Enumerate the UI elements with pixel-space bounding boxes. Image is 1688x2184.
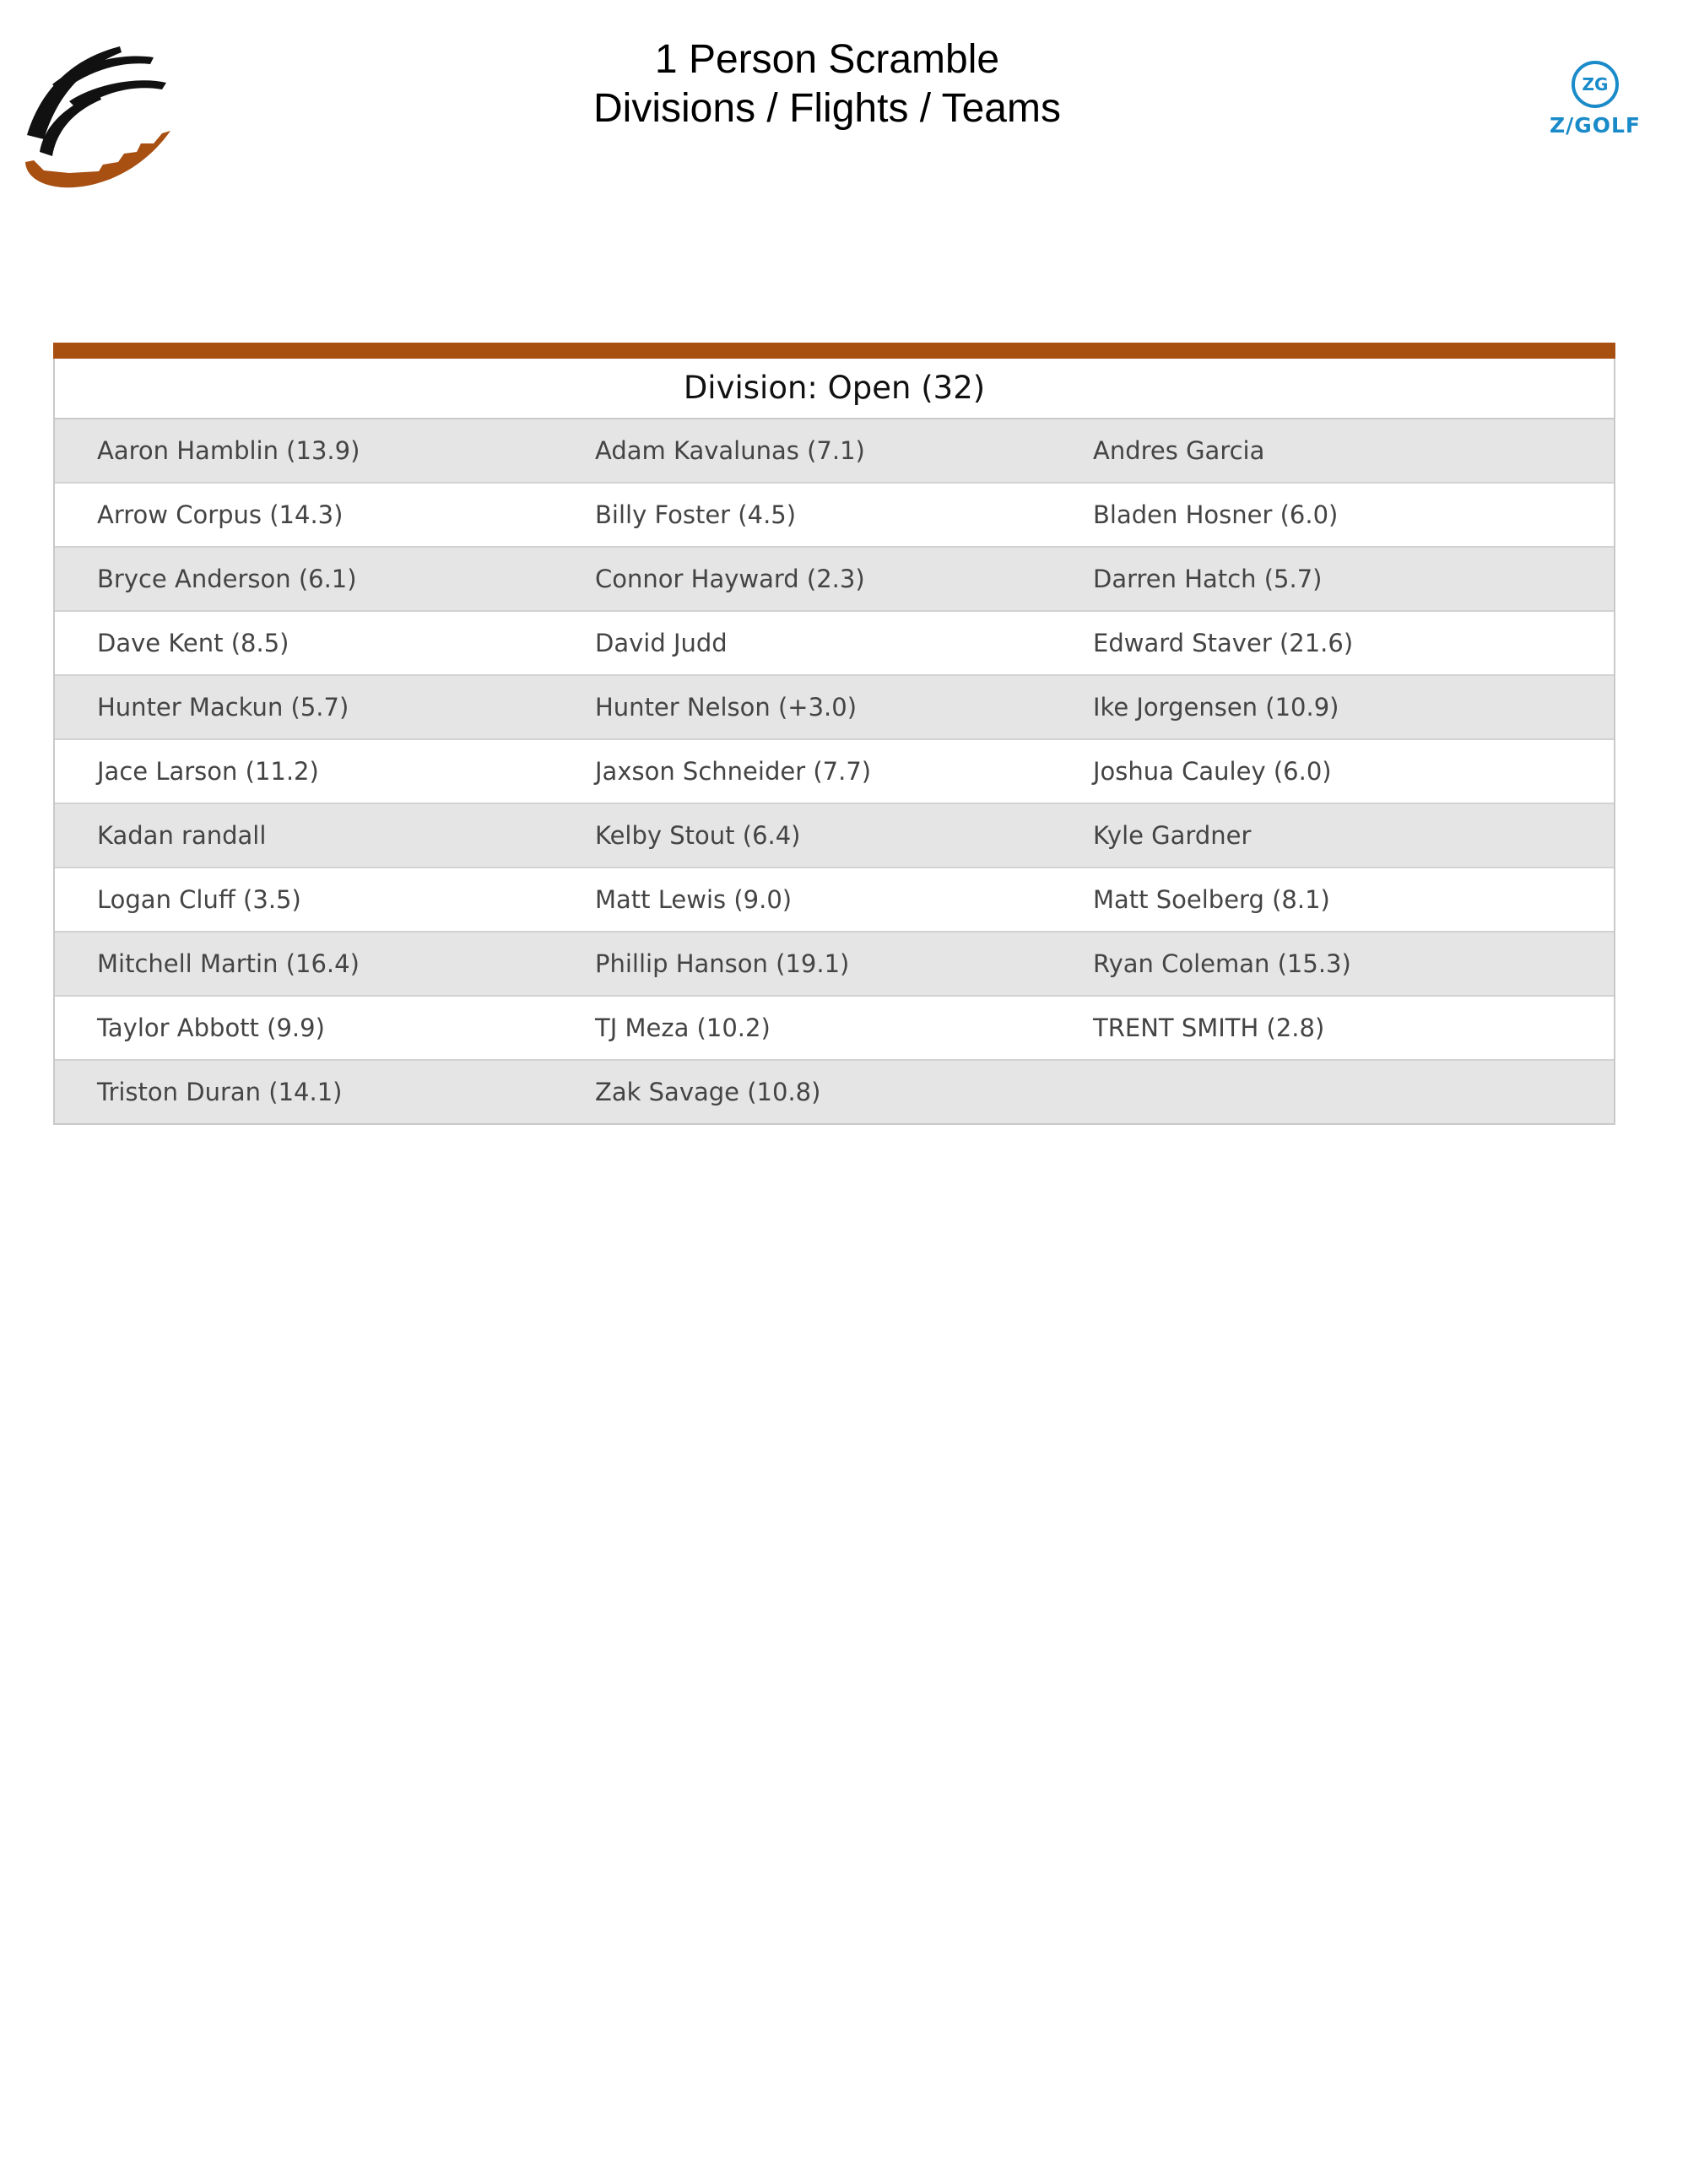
zgolf-logo-icon [1570,59,1620,110]
player-cell [1051,1061,1614,1123]
player-cell: Matt Lewis (9.0) [595,885,793,914]
zgolf-logo [1545,59,1646,143]
table-row [55,419,1614,484]
player-cell: Hunter Nelson (+3.0) [595,693,858,722]
table-row [55,740,1614,804]
title-line-1: 1 Person Scramble [654,37,1000,82]
table-row [55,1061,1614,1123]
page-header [0,0,1688,203]
table-row [55,612,1614,676]
division-accent-bar [53,343,1615,359]
table-row [55,484,1614,548]
player-cell: David Judd [595,629,728,657]
player-cell: Billy Foster (4.5) [595,500,797,529]
player-cell: Kyle Gardner [1093,821,1252,850]
player-cell: Andres Garcia [1093,436,1265,465]
zgolf-logo-text: Z/GOLF [1549,113,1642,138]
player-cell: Logan Cluff (3.5) [97,885,301,914]
table-row [55,997,1614,1061]
player-cell: Jace Larson (11.2) [97,757,319,786]
player-cell: Mitchell Martin (16.4) [97,949,360,978]
player-cell: Dave Kent (8.5) [97,629,289,657]
player-cell: Hunter Mackun (5.7) [97,693,349,722]
player-cell: Triston Duran (14.1) [97,1078,343,1106]
player-cell: Kelby Stout (6.4) [595,821,801,850]
club-crest-logo-icon [19,34,179,194]
player-cell: Darren Hatch (5.7) [1093,565,1323,593]
player-cell: Joshua Cauley (6.0) [1093,757,1332,786]
player-cell: TRENT SMITH (2.8) [1093,1014,1325,1042]
table-row [55,933,1614,997]
player-cell: Adam Kavalunas (7.1) [595,436,865,465]
title-line-2: Divisions / Flights / Teams [593,86,1061,131]
table-row [55,676,1614,740]
player-cell: Phillip Hanson (19.1) [595,949,850,978]
player-cell: Arrow Corpus (14.3) [97,500,344,529]
division-table [53,343,1615,1125]
player-cell: Bladen Hosner (6.0) [1093,500,1339,529]
table-row [55,804,1614,868]
table-row [55,548,1614,612]
page-title [422,35,1232,133]
division-title: Division: Open (32) [55,359,1614,419]
player-cell: Kadan randall [97,821,267,850]
player-cell: Connor Hayward (2.3) [595,565,865,593]
player-cell: Edward Staver (21.6) [1093,629,1354,657]
player-cell: Zak Savage (10.8) [595,1078,821,1106]
table-row [55,868,1614,933]
player-cell: Jaxson Schneider (7.7) [595,757,872,786]
svg-text:ZG: ZG [1582,74,1609,95]
player-cell: Matt Soelberg (8.1) [1093,885,1330,914]
player-cell: Aaron Hamblin (13.9) [97,436,360,465]
player-cell: TJ Meza (10.2) [595,1014,771,1042]
player-cell: Ryan Coleman (15.3) [1093,949,1351,978]
player-cell: Bryce Anderson (6.1) [97,565,357,593]
player-cell: Taylor Abbott (9.9) [97,1014,325,1042]
player-cell: Ike Jorgensen (10.9) [1093,693,1339,722]
